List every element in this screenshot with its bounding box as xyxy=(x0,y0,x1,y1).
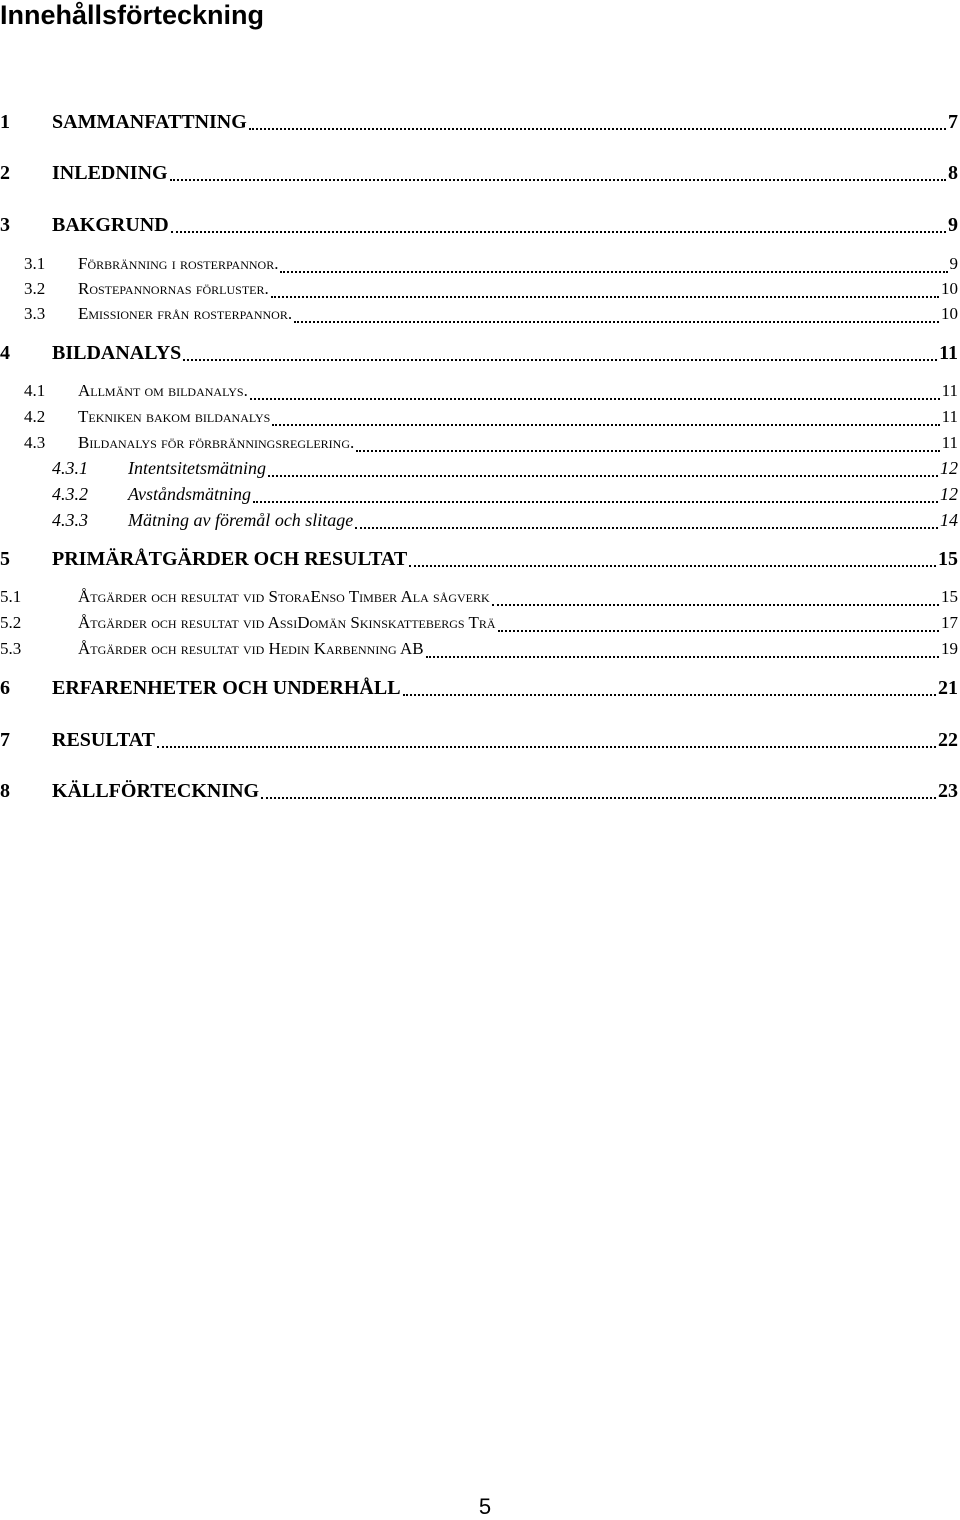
toc-entry-title: BAKGRUND xyxy=(52,214,169,236)
toc-entry-title: BILDANALYS xyxy=(52,342,182,364)
toc-entry-number: 5 xyxy=(0,548,10,570)
toc-entry-title: Förbränning i rosterpannor. xyxy=(78,254,279,273)
toc-entry-page: 19 xyxy=(941,639,958,658)
toc-entry-1[interactable] xyxy=(0,109,960,135)
toc-entry-page: 23 xyxy=(938,780,958,802)
page-number: 5 xyxy=(478,1494,492,1519)
toc-entry-number: 2 xyxy=(0,162,10,184)
toc-entry-number: 1 xyxy=(0,111,10,133)
toc-dot-leader xyxy=(498,630,939,632)
toc-entry-number: 4 xyxy=(0,342,10,364)
toc-entry-title: Allmänt om bildanalys. xyxy=(78,381,248,400)
toc-entry-page: 9 xyxy=(949,254,958,273)
toc-entry-3[interactable] xyxy=(0,212,960,238)
toc-entry-title: Intentsitetsmätning xyxy=(128,458,266,478)
toc-entry-7[interactable] xyxy=(0,727,960,753)
toc-dot-leader xyxy=(250,398,940,400)
toc-entry-4-3-3[interactable] xyxy=(0,508,960,534)
toc-entry-number: 4.2 xyxy=(24,407,46,426)
toc-entry-number: 4.1 xyxy=(24,381,46,400)
toc-entry-page: 17 xyxy=(941,613,958,632)
toc-entry-3-2[interactable] xyxy=(0,277,960,303)
toc-dot-leader xyxy=(183,359,937,361)
toc-entry-5-1[interactable] xyxy=(0,585,960,611)
toc-dot-leader xyxy=(272,424,939,426)
toc-entry-page: 11 xyxy=(941,381,958,400)
toc-entry-page: 12 xyxy=(940,458,958,478)
toc-entry-4[interactable] xyxy=(0,340,960,366)
toc-entry-title: Åtgärder och resultat vid Hedin Karbenning AB xyxy=(78,639,424,658)
page-title: Innehållsförteckning xyxy=(0,0,265,30)
toc-dot-leader xyxy=(170,179,946,181)
toc-entry-page: 10 xyxy=(941,279,958,298)
toc-entry-title: INLEDNING xyxy=(52,162,168,184)
toc-entry-5-3[interactable] xyxy=(0,637,960,663)
toc-entry-title: Rostepannornas förluster. xyxy=(78,279,269,298)
toc-dot-leader xyxy=(409,565,936,567)
toc-entry-4-3-1[interactable] xyxy=(0,456,960,482)
toc-entry-4-1[interactable] xyxy=(0,379,960,405)
toc-dot-leader xyxy=(249,128,946,130)
toc-entry-5[interactable] xyxy=(0,546,960,572)
toc-dot-leader xyxy=(271,296,939,298)
toc-entry-number: 3.2 xyxy=(24,279,46,298)
toc-dot-leader xyxy=(355,527,938,529)
toc-entry-page: 11 xyxy=(941,407,958,426)
toc-dot-leader xyxy=(157,746,936,748)
toc-dot-leader xyxy=(403,694,936,696)
toc-entry-page: 21 xyxy=(938,677,958,699)
toc-dot-leader xyxy=(280,271,947,273)
toc-entry-page: 15 xyxy=(941,587,958,606)
toc-entry-title: Mätning av föremål och slitage xyxy=(128,510,354,530)
toc-entry-page: 12 xyxy=(940,484,958,504)
toc-entry-number: 4.3.3 xyxy=(52,510,88,530)
toc-entry-2[interactable] xyxy=(0,160,960,186)
toc-entry-4-2[interactable] xyxy=(0,405,960,431)
toc-entry-title: ERFARENHETER OCH UNDERHÅLL xyxy=(52,677,401,699)
toc-entry-title: Avståndsmätning xyxy=(128,484,252,504)
toc-entry-number: 4.3 xyxy=(24,433,46,452)
toc-entry-number: 7 xyxy=(0,729,10,751)
toc-entry-page: 10 xyxy=(941,304,958,323)
toc-entry-page: 15 xyxy=(938,548,958,570)
toc-entry-title: SAMMANFATTNING xyxy=(52,111,247,133)
toc-entry-number: 4.3.1 xyxy=(52,458,88,478)
toc-entry-number: 8 xyxy=(0,780,10,802)
toc-entry-page: 11 xyxy=(939,342,958,364)
toc-entry-page: 7 xyxy=(948,111,958,133)
toc-entry-title: KÄLLFÖRTECKNING xyxy=(52,780,260,802)
toc-dot-leader xyxy=(171,231,946,233)
toc-entry-number: 6 xyxy=(0,677,10,699)
toc-entry-number: 3.3 xyxy=(24,304,46,323)
toc-dot-leader xyxy=(426,656,939,658)
toc-entry-page: 8 xyxy=(948,162,958,184)
toc-entry-title: Tekniken bakom bildanalys xyxy=(78,407,271,426)
toc-entry-number: 5.2 xyxy=(0,613,22,632)
toc-entry-title: RESULTAT xyxy=(52,729,156,751)
toc-entry-3-3[interactable] xyxy=(0,302,960,328)
toc-entry-number: 3 xyxy=(0,214,10,236)
toc-entry-title: Emissioner från rosterpannor. xyxy=(78,304,293,323)
toc-entry-title: Bildanalys för förbränningsreglering. xyxy=(78,433,355,452)
toc-entry-8[interactable] xyxy=(0,778,960,804)
toc-entry-4-3-2[interactable] xyxy=(0,482,960,508)
toc-entry-6[interactable] xyxy=(0,675,960,701)
toc-entry-3-1[interactable] xyxy=(0,252,960,278)
toc-dot-leader xyxy=(294,321,939,323)
toc-entry-number: 4.3.2 xyxy=(52,484,88,504)
toc-entry-number: 5.1 xyxy=(0,587,22,606)
toc-entry-page: 11 xyxy=(941,433,958,452)
toc-entry-title: Åtgärder och resultat vid AssiDomän Skinskattebergs Trä xyxy=(78,613,496,632)
toc-entry-5-2[interactable] xyxy=(0,611,960,637)
toc-dot-leader xyxy=(268,475,938,477)
toc-entry-4-3[interactable] xyxy=(0,431,960,457)
toc-entry-number: 3.1 xyxy=(24,254,46,273)
toc-entry-page: 22 xyxy=(938,729,958,751)
toc-dot-leader xyxy=(253,501,938,503)
toc-entry-title: Åtgärder och resultat vid StoraEnso Timber Ala sågverk xyxy=(78,587,490,606)
toc-entry-number: 5.3 xyxy=(0,639,22,658)
toc-entry-page: 9 xyxy=(948,214,958,236)
toc-entry-title: PRIMÄRÅTGÄRDER OCH RESULTAT xyxy=(52,548,408,570)
toc-dot-leader xyxy=(261,797,936,799)
toc-entry-page: 14 xyxy=(940,510,958,530)
toc-dot-leader xyxy=(356,450,939,452)
toc-dot-leader xyxy=(492,604,939,606)
